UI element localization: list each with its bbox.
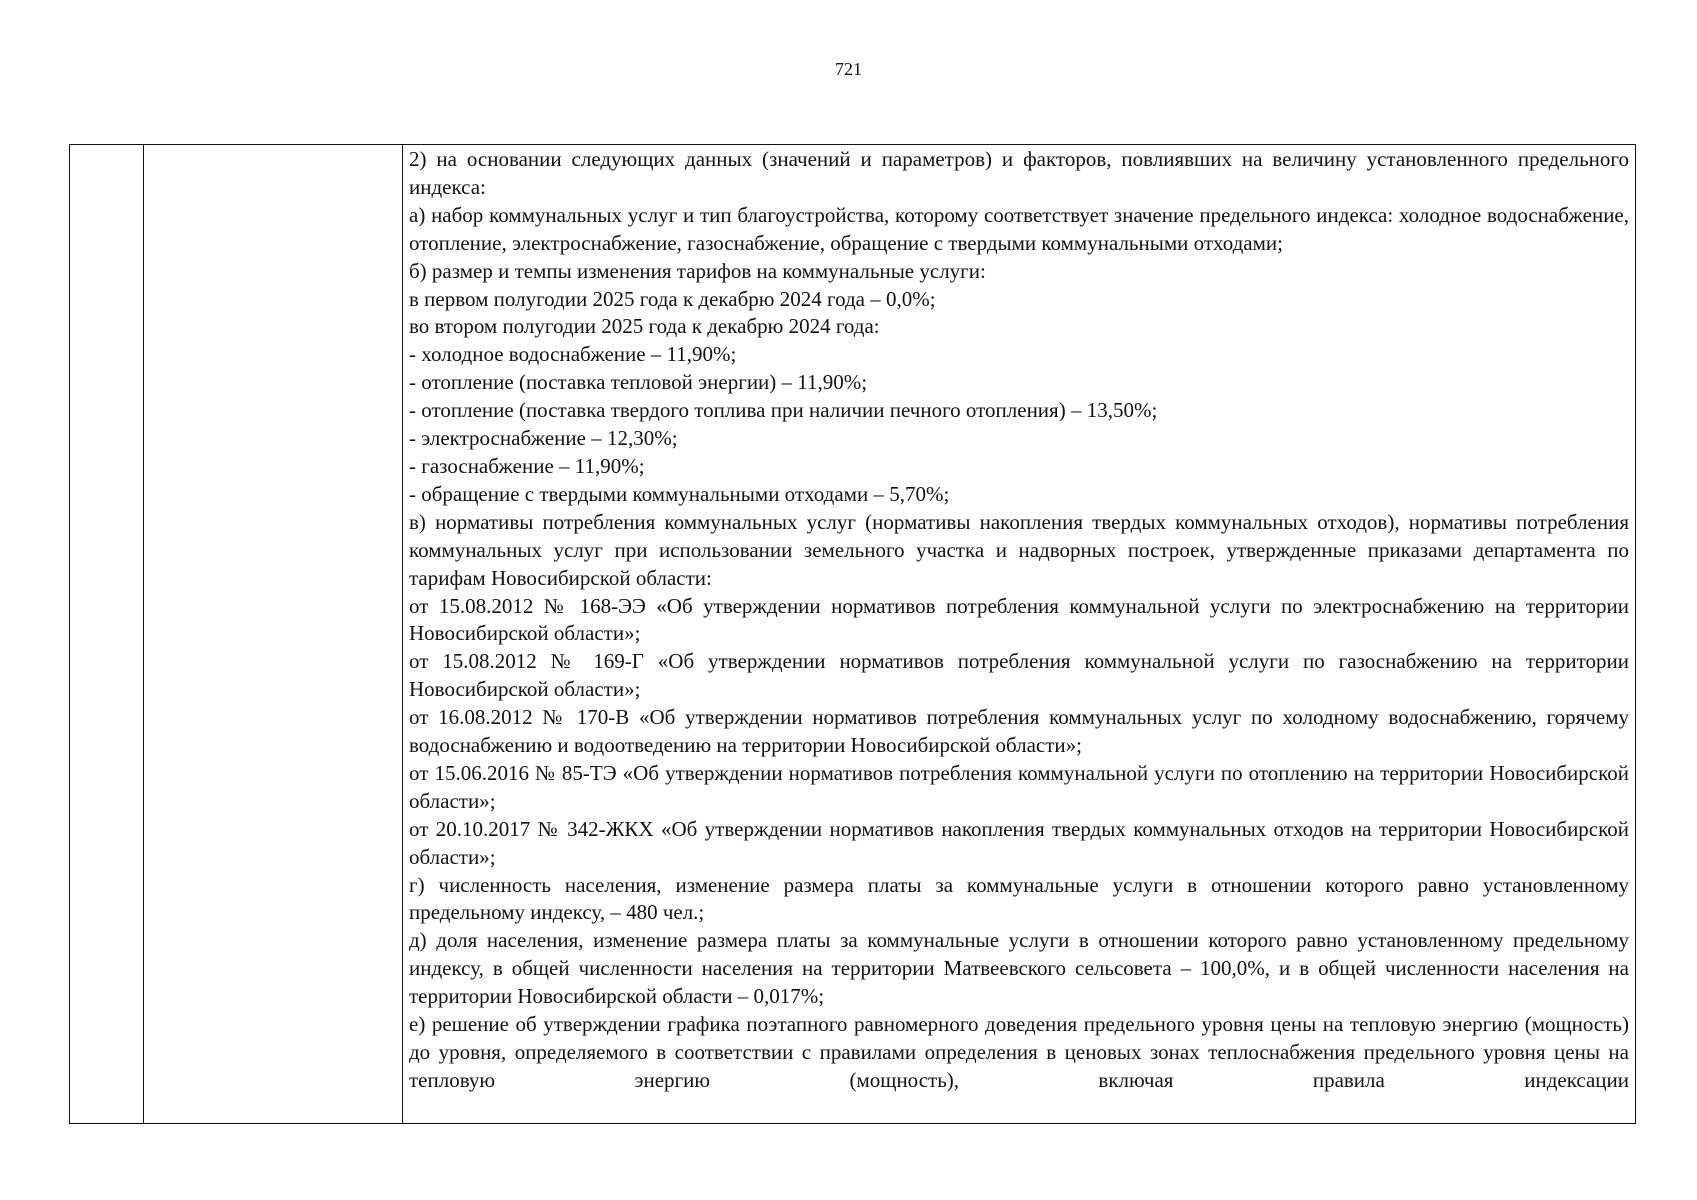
- table-row: [70, 145, 1636, 1124]
- list-item-cold-water: - холодное водоснабжение – 11,90%;: [409, 342, 737, 367]
- paragraph-first-half: в первом полугодии 2025 года к декабрю 2024 года – 0,0%;: [409, 286, 936, 311]
- paragraph-order-342: от 20.10.2017 № 342-ЖКХ «Об утверждении нормативов накопления твердых коммунальных отходов на территории Новосибирской области»;: [409, 816, 1629, 869]
- table-cell-content: [403, 145, 1636, 1124]
- table-cell-number: [70, 145, 144, 1124]
- paragraph-item-v: в) нормативы потребления коммунальных услуг (нормативы накопления твердых коммунальных отходов), нормативы потребления коммунальных услуг при использовании земельного участка и надворных построек, утвержденные приказами департамента по тарифам Новосибирской области:: [409, 509, 1629, 590]
- table-cell-name: [144, 145, 403, 1124]
- paragraph-item-d: д) доля населения, изменение размера платы за коммунальные услуги в отношении которого равно установленному предельному индексу, в общей численности населения на территории Матвеевского сельсовета – 100,0%, и в общей численности населения на территории Новосибирской области – 0,017%;: [409, 928, 1629, 1009]
- paragraph-order-168: от 15.08.2012 № 168-ЭЭ «Об утверждении нормативов потребления коммунальной услуги по электроснабжению на территории Новосибирской области»;: [409, 593, 1629, 646]
- paragraph-order-169: от 15.08.2012 № 169-Г «Об утверждении нормативов потребления коммунальной услуги по газоснабжению на территории Новосибирской области»;: [409, 649, 1629, 702]
- list-item-waste: - обращение с твердыми коммунальными отходами – 5,70%;: [409, 481, 950, 506]
- list-item-gas: - газоснабжение – 11,90%;: [409, 453, 645, 478]
- paragraph-item-b: б) размер и темпы изменения тарифов на коммунальные услуги:: [409, 258, 986, 283]
- document-table: [69, 144, 1636, 1124]
- paragraph-item-a: а) набор коммунальных услуг и тип благоустройства, которому соответствует значение предельного индекса: холодное водоснабжение, отопление, электроснабжение, газоснабжение, обращение с твердыми коммунальными отходами;: [409, 202, 1629, 255]
- list-item-heating: - отопление (поставка тепловой энергии) – 11,90%;: [409, 370, 868, 395]
- paragraph-item-g: г) численность населения, изменение размера платы за коммунальные услуги в отношении которого равно установленному предельному индексу, – 480 чел.;: [409, 872, 1629, 925]
- paragraph-order-85: от 15.06.2016 № 85-ТЭ «Об утверждении нормативов потребления коммунальной услуги по отоплению на территории Новосибирской области»;: [409, 760, 1629, 813]
- page-number: 721: [835, 59, 862, 79]
- paragraph-intro: 2) на основании следующих данных (значений и параметров) и факторов, повлиявших на величину установленного предельного индекса:: [409, 147, 1629, 199]
- list-item-solid-fuel: - отопление (поставка твердого топлива при наличии печного отопления) – 13,50%;: [409, 398, 1158, 423]
- paragraph-item-e: е) решение об утверждении графика поэтапного равномерного доведения предельного уровня цены на тепловую энергию (мощность) до уровня, определяемого в соответствии с правилами определения в ценовых зонах теплоснабжения предельного уровня цены на тепловую энергию (мощность), включая правила индексации: [409, 1012, 1629, 1092]
- list-item-electricity: - электроснабжение – 12,30%;: [409, 426, 678, 451]
- paragraph-second-half: во втором полугодии 2025 года к декабрю 2024 года:: [409, 314, 880, 339]
- paragraph-order-170: от 16.08.2012 № 170-В «Об утверждении нормативов потребления коммунальных услуг по холодному водоснабжению, горячему водоснабжению и водоотведению на территории Новосибирской области»;: [409, 705, 1629, 758]
